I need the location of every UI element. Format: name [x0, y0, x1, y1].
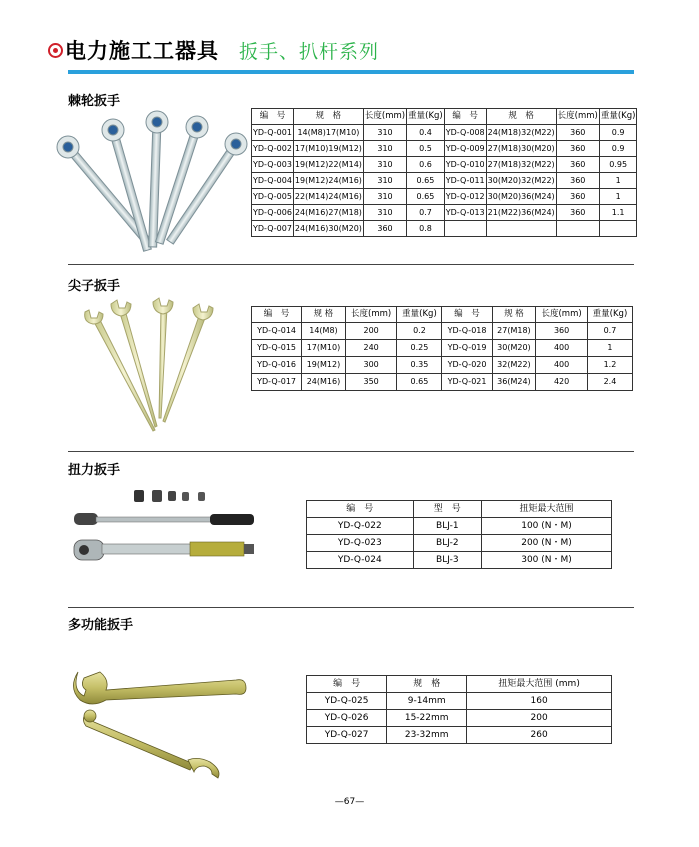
- table-cell: 24(M16)27(M18): [293, 205, 363, 221]
- header-cell: 编 号: [252, 307, 302, 323]
- table-cell: 9-14mm: [387, 693, 467, 710]
- table-cell: 360: [556, 173, 599, 189]
- table-cell: YD-Q-024: [307, 552, 414, 569]
- table-cell: 0.5: [407, 141, 445, 157]
- table-cell: 360: [556, 141, 599, 157]
- table-cell: YD-Q-001: [252, 125, 294, 141]
- table-cell: 310: [363, 205, 406, 221]
- table-cell: YD-Q-013: [444, 205, 486, 221]
- table-cell: 100 (N・M): [482, 518, 612, 535]
- table-cell: YD-Q-020: [442, 357, 492, 374]
- header-cell: 编 号: [442, 307, 492, 323]
- table-row: [252, 189, 637, 205]
- header-cell: 型 号: [413, 501, 481, 518]
- table-cell: 200: [467, 710, 612, 727]
- table-cell: 0.6: [407, 157, 445, 173]
- table-cell: [444, 221, 486, 237]
- table-cell: 310: [363, 189, 406, 205]
- table-cell: 21(M22)36(M24): [486, 205, 556, 221]
- header-cell: 编 号: [444, 109, 486, 125]
- header-cell: 扭矩最大范围: [482, 501, 612, 518]
- table-cell: 0.9: [599, 125, 637, 141]
- table-cell: 260: [467, 727, 612, 744]
- ratchet-spec-table: [251, 108, 637, 237]
- table-cell: 200 (N・M): [482, 535, 612, 552]
- header-cell: 编 号: [307, 501, 414, 518]
- table-cell: YD-Q-018: [442, 323, 492, 340]
- table-cell: 14(M8)17(M10): [293, 125, 363, 141]
- section-title-ratchet: 棘轮扳手: [68, 94, 121, 109]
- table-cell: YD-Q-007: [252, 221, 294, 237]
- table-cell: YD-Q-003: [252, 157, 294, 173]
- header-cell: 规 格: [387, 676, 467, 693]
- table-cell: YD-Q-017: [252, 374, 302, 391]
- header-cell: 编 号: [252, 109, 294, 125]
- ratchet-wrench-image: [60, 112, 250, 252]
- table-cell: 360: [363, 221, 406, 237]
- table-header-row: [307, 676, 612, 693]
- table-cell: 310: [363, 125, 406, 141]
- table-cell: 360: [536, 323, 588, 340]
- table-cell: 17(M10): [302, 340, 346, 357]
- section-title-multifunction: 多功能扳手: [68, 618, 134, 633]
- table-cell: 19(M12): [302, 357, 346, 374]
- table-cell: YD-Q-005: [252, 189, 294, 205]
- pointed-wrench-image: [75, 298, 225, 438]
- table-cell: 400: [536, 357, 588, 374]
- table-cell: 24(M16)30(M20): [293, 221, 363, 237]
- table-cell: 17(M10)19(M12): [293, 141, 363, 157]
- page-number: —67—: [334, 797, 365, 807]
- table-cell: YD-Q-025: [307, 693, 387, 710]
- header-cell: 长度(mm): [345, 307, 397, 323]
- table-cell: 1.1: [599, 205, 637, 221]
- table-cell: 1.2: [587, 357, 632, 374]
- table-cell: BLJ-2: [413, 535, 481, 552]
- header-cell: 规 格: [302, 307, 346, 323]
- table-row: [307, 693, 612, 710]
- table-cell: [556, 221, 599, 237]
- table-cell: 360: [556, 157, 599, 173]
- torque-spec-table: [306, 500, 612, 569]
- table-row: [307, 535, 612, 552]
- table-cell: YD-Q-023: [307, 535, 414, 552]
- header-cell: 规 格: [492, 307, 536, 323]
- header-cell: 重量(Kg): [407, 109, 445, 125]
- table-cell: 200: [345, 323, 397, 340]
- table-cell: YD-Q-021: [442, 374, 492, 391]
- table-header-row: [252, 307, 633, 323]
- header-cell: 扭矩最大范围 (mm): [467, 676, 612, 693]
- section-divider: [68, 264, 634, 265]
- table-row: [252, 141, 637, 157]
- table-cell: 0.7: [407, 205, 445, 221]
- table-cell: 310: [363, 141, 406, 157]
- table-cell: YD-Q-022: [307, 518, 414, 535]
- table-cell: 24(M16): [302, 374, 346, 391]
- table-cell: 0.95: [599, 157, 637, 173]
- table-cell: 360: [556, 189, 599, 205]
- page-subtitle: 扳手、扒杆系列: [239, 40, 380, 63]
- table-cell: 360: [556, 125, 599, 141]
- table-cell: 1: [599, 189, 637, 205]
- table-cell: 15-22mm: [387, 710, 467, 727]
- table-cell: 420: [536, 374, 588, 391]
- table-row: [252, 221, 637, 237]
- table-cell: [486, 221, 556, 237]
- table-cell: 30(M20)32(M22): [486, 173, 556, 189]
- header-bar: [68, 70, 634, 74]
- section-title-pointed: 尖子扳手: [68, 279, 121, 294]
- table-cell: 0.35: [397, 357, 442, 374]
- table-cell: 0.65: [407, 173, 445, 189]
- section-title-torque: 扭力扳手: [68, 463, 121, 478]
- table-cell: 19(M12)22(M14): [293, 157, 363, 173]
- table-cell: 240: [345, 340, 397, 357]
- table-row: [252, 374, 633, 391]
- table-cell: YD-Q-009: [444, 141, 486, 157]
- multifunction-spec-table: [306, 675, 612, 744]
- pointed-spec-table: [251, 306, 633, 391]
- header-cell: 规 格: [293, 109, 363, 125]
- table-cell: 0.8: [407, 221, 445, 237]
- table-cell: YD-Q-004: [252, 173, 294, 189]
- table-cell: 32(M22): [492, 357, 536, 374]
- table-row: [252, 340, 633, 357]
- table-cell: YD-Q-002: [252, 141, 294, 157]
- table-cell: 19(M12)24(M16): [293, 173, 363, 189]
- table-cell: [599, 221, 637, 237]
- table-cell: YD-Q-008: [444, 125, 486, 141]
- table-cell: 0.7: [587, 323, 632, 340]
- table-cell: 27(M18)32(M22): [486, 157, 556, 173]
- table-row: [252, 157, 637, 173]
- table-cell: BLJ-1: [413, 518, 481, 535]
- table-cell: 350: [345, 374, 397, 391]
- table-header-row: [307, 501, 612, 518]
- table-cell: 310: [363, 157, 406, 173]
- table-row: [252, 125, 637, 141]
- table-row: [252, 173, 637, 189]
- page-title: 电力施工工器具: [65, 39, 219, 63]
- table-cell: 27(M18): [492, 323, 536, 340]
- table-cell: 24(M18)32(M22): [486, 125, 556, 141]
- table-cell: YD-Q-019: [442, 340, 492, 357]
- table-cell: YD-Q-015: [252, 340, 302, 357]
- table-row: [307, 552, 612, 569]
- section-divider: [68, 451, 634, 452]
- table-cell: 160: [467, 693, 612, 710]
- table-row: [252, 205, 637, 221]
- table-cell: 36(M24): [492, 374, 536, 391]
- table-cell: YD-Q-026: [307, 710, 387, 727]
- header-cell: 长度(mm): [363, 109, 406, 125]
- table-cell: 300: [345, 357, 397, 374]
- header-cell: 长度(mm): [556, 109, 599, 125]
- header-cell: 重量(Kg): [397, 307, 442, 323]
- table-cell: 1: [599, 173, 637, 189]
- header-cell: 编 号: [307, 676, 387, 693]
- header-cell: 规 格: [486, 109, 556, 125]
- table-cell: 1: [587, 340, 632, 357]
- table-cell: 0.65: [407, 189, 445, 205]
- table-row: [307, 727, 612, 744]
- table-cell: 2.4: [587, 374, 632, 391]
- table-cell: 310: [363, 173, 406, 189]
- table-cell: 27(M18)30(M20): [486, 141, 556, 157]
- table-row: [307, 518, 612, 535]
- section-divider: [68, 607, 634, 608]
- table-cell: BLJ-3: [413, 552, 481, 569]
- bullet-icon: [48, 43, 63, 58]
- table-cell: 0.25: [397, 340, 442, 357]
- table-cell: 400: [536, 340, 588, 357]
- table-cell: YD-Q-014: [252, 323, 302, 340]
- table-cell: 0.9: [599, 141, 637, 157]
- table-row: [307, 710, 612, 727]
- table-cell: 0.2: [397, 323, 442, 340]
- page-header: [48, 34, 379, 66]
- header-cell: 重量(Kg): [587, 307, 632, 323]
- table-cell: YD-Q-027: [307, 727, 387, 744]
- table-cell: 0.4: [407, 125, 445, 141]
- table-cell: 23-32mm: [387, 727, 467, 744]
- multifunction-wrench-image: [70, 660, 250, 780]
- table-row: [252, 357, 633, 374]
- table-header-row: [252, 109, 637, 125]
- torque-wrench-image: [70, 486, 260, 576]
- table-cell: YD-Q-011: [444, 173, 486, 189]
- table-cell: 14(M8): [302, 323, 346, 340]
- table-cell: 360: [556, 205, 599, 221]
- table-cell: 0.65: [397, 374, 442, 391]
- table-cell: YD-Q-012: [444, 189, 486, 205]
- table-cell: 300 (N・M): [482, 552, 612, 569]
- table-cell: 22(M14)24(M16): [293, 189, 363, 205]
- table-cell: YD-Q-016: [252, 357, 302, 374]
- table-cell: 30(M20)36(M24): [486, 189, 556, 205]
- table-cell: YD-Q-010: [444, 157, 486, 173]
- table-cell: 30(M20): [492, 340, 536, 357]
- table-row: [252, 323, 633, 340]
- header-cell: 长度(mm): [536, 307, 588, 323]
- header-cell: 重量(Kg): [599, 109, 637, 125]
- table-cell: YD-Q-006: [252, 205, 294, 221]
